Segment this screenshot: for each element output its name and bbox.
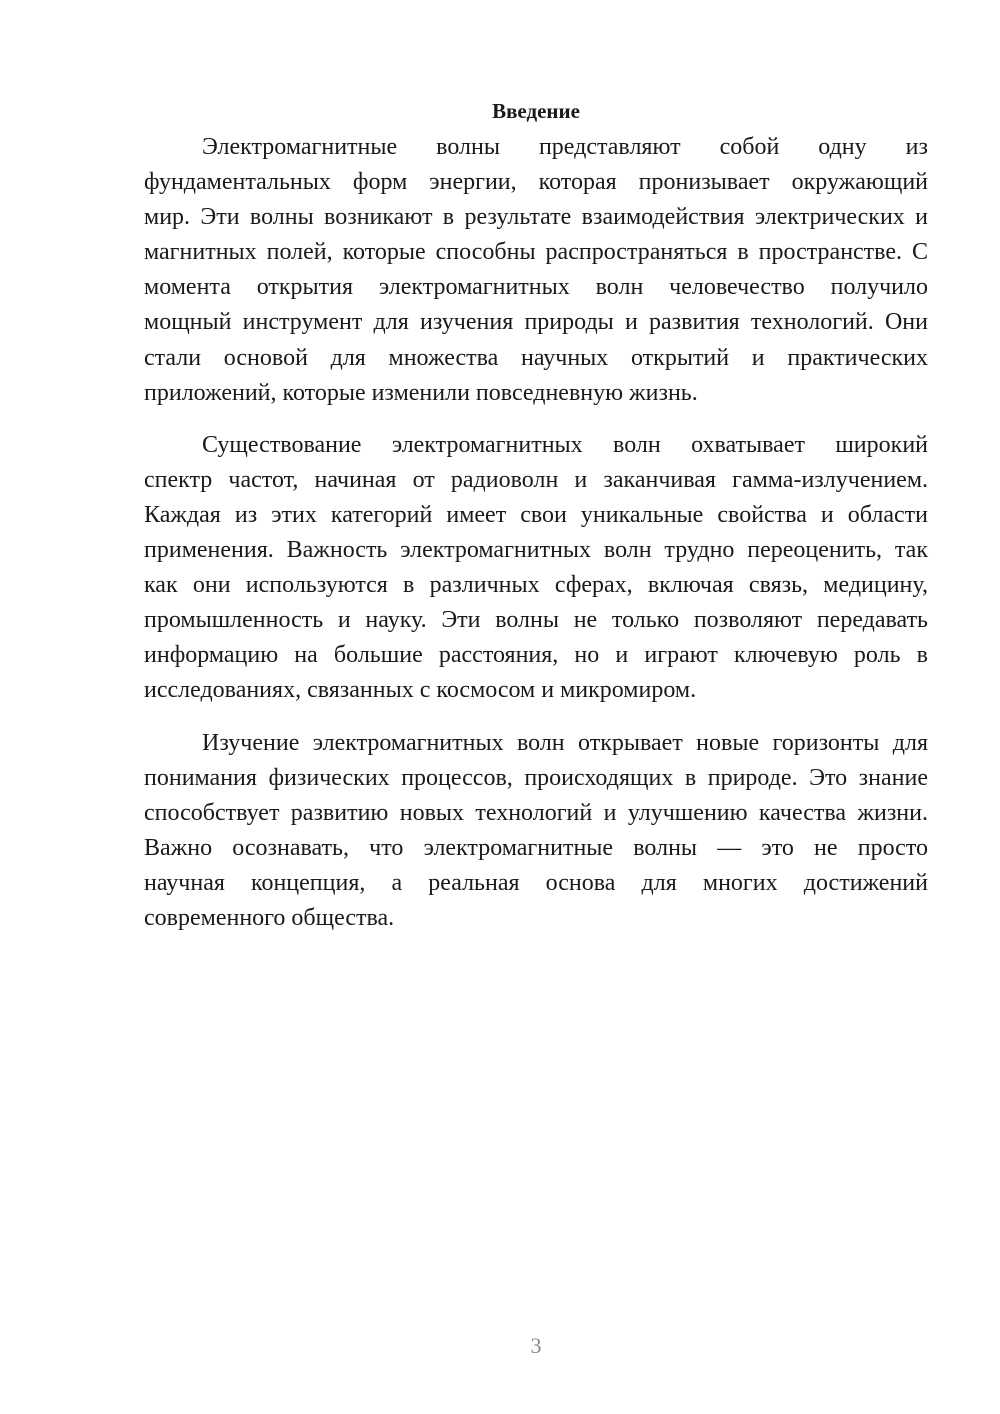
text-line: фундаментальных форм энергии, которая пронизывает окружающий: [144, 169, 928, 196]
text-line: Важно осознавать, что электромагнитные волны — это не просто: [144, 834, 928, 861]
text-line: научная концепция, а реальная основа для многих достижений: [144, 869, 928, 896]
text-line: как они используются в различных сферах, включая связь, медицину,: [144, 572, 928, 599]
text-line: мощный инструмент для изучения природы и развития технологий. Они: [144, 309, 928, 336]
paragraph-1: [144, 130, 928, 411]
text-line: Каждая из этих категорий имеет свои уникальные свойства и области: [144, 501, 928, 528]
text-line: приложений, которые изменили повседневную жизнь.: [144, 379, 698, 406]
text-line: Электромагнитные волны представляют собой одну из: [202, 134, 928, 160]
text-line: Существование электромагнитных волн охватывает широкий: [202, 431, 928, 458]
text-line: стали основой для множества научных открытий и практических: [144, 344, 928, 371]
text-line: момента открытия электромагнитных волн человечество получило: [144, 274, 928, 301]
text-line: исследованиях, связанных с космосом и микромиром.: [144, 677, 697, 704]
text-line: способствует развитию новых технологий и улучшению качества жизни.: [144, 799, 928, 826]
text-line: магнитных полей, которые способны распространяться в пространстве. С: [144, 239, 928, 266]
text-line: промышленность и науку. Эти волны не только позволяют передавать: [144, 607, 928, 634]
text-line: понимания физических процессов, происходящих в природе. Это знание: [144, 764, 928, 791]
section-title: Введение: [492, 99, 580, 123]
page-content: [144, 95, 928, 936]
text-line: спектр частот, начиная от радиоволн и заканчивая гамма-излучением.: [144, 466, 928, 493]
text-line: современного общества.: [144, 904, 395, 931]
text-line: применения. Важность электромагнитных волн трудно переоценить, так: [144, 537, 928, 564]
text-line: информацию на большие расстояния, но и играют ключевую роль в: [144, 642, 928, 669]
text-line: Изучение электромагнитных волн открывает новые горизонты для: [202, 729, 928, 756]
text-line: мир. Эти волны возникают в результате взаимодействия электрических и: [144, 204, 928, 231]
page-number: 3: [530, 1333, 542, 1358]
paragraph-3: [144, 726, 928, 937]
paragraph-2: [144, 428, 928, 709]
